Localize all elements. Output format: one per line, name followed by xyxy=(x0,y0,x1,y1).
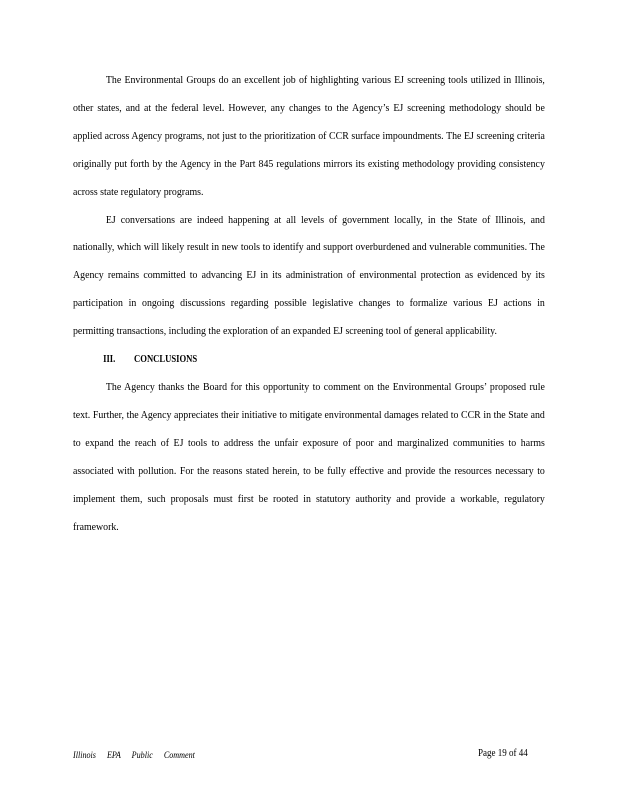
paragraph-conclusion: The Agency thanks the Board for this opportunity to comment on the Environmental Groups’ proposed rule text. Further, the Agency appreciates their initiative to mitigate environmental damages related to CCR in the State and to expand the reach of EJ tools to address the unfair exposure of poor and marginalized communities to harms associated with pollution. For the reasons stated herein, to be fully effective and provide the resources necessary to implement them, such proposals must first be rooted in statutory authority and provide a workable, regulatory framework. xyxy=(73,381,545,533)
document-body xyxy=(73,67,545,541)
paragraph-ej-screening-tools: The Environmental Groups do an excellent job of highlighting various EJ screening tools utilized in Illinois, other states, and at the federal level. However, any changes to the Agency’s EJ screening methodology should be applied across Agency programs, not just to the prioritization of CCR surface impoundments. The EJ screening criteria originally put forth by the Agency in the Part 845 regulations mirrors its existing methodology providing consistency across state regulatory programs. xyxy=(73,75,545,198)
paragraph-ej-conversations: EJ conversations are indeed happening at all levels of government locally, in the State of Illinois, and nationally, which will likely result in new tools to identify and support overburdened and vulnerable communities. The Agency remains committed to advancing EJ in its administration of environmental protection as evidenced by its participation in ongoing discussions regarding possible legislative changes to formalize various EJ actions in permitting transactions, including the exploration of an expanded EJ screening tool of general applicability. xyxy=(73,214,545,338)
footer-source: Illinois EPA Public Comment xyxy=(73,750,195,760)
section-heading xyxy=(73,346,479,374)
section-title: CONCLUSIONS xyxy=(134,354,198,366)
footer-page-number: Page 19 of 44 xyxy=(478,748,528,759)
section-number: III. xyxy=(103,354,116,366)
